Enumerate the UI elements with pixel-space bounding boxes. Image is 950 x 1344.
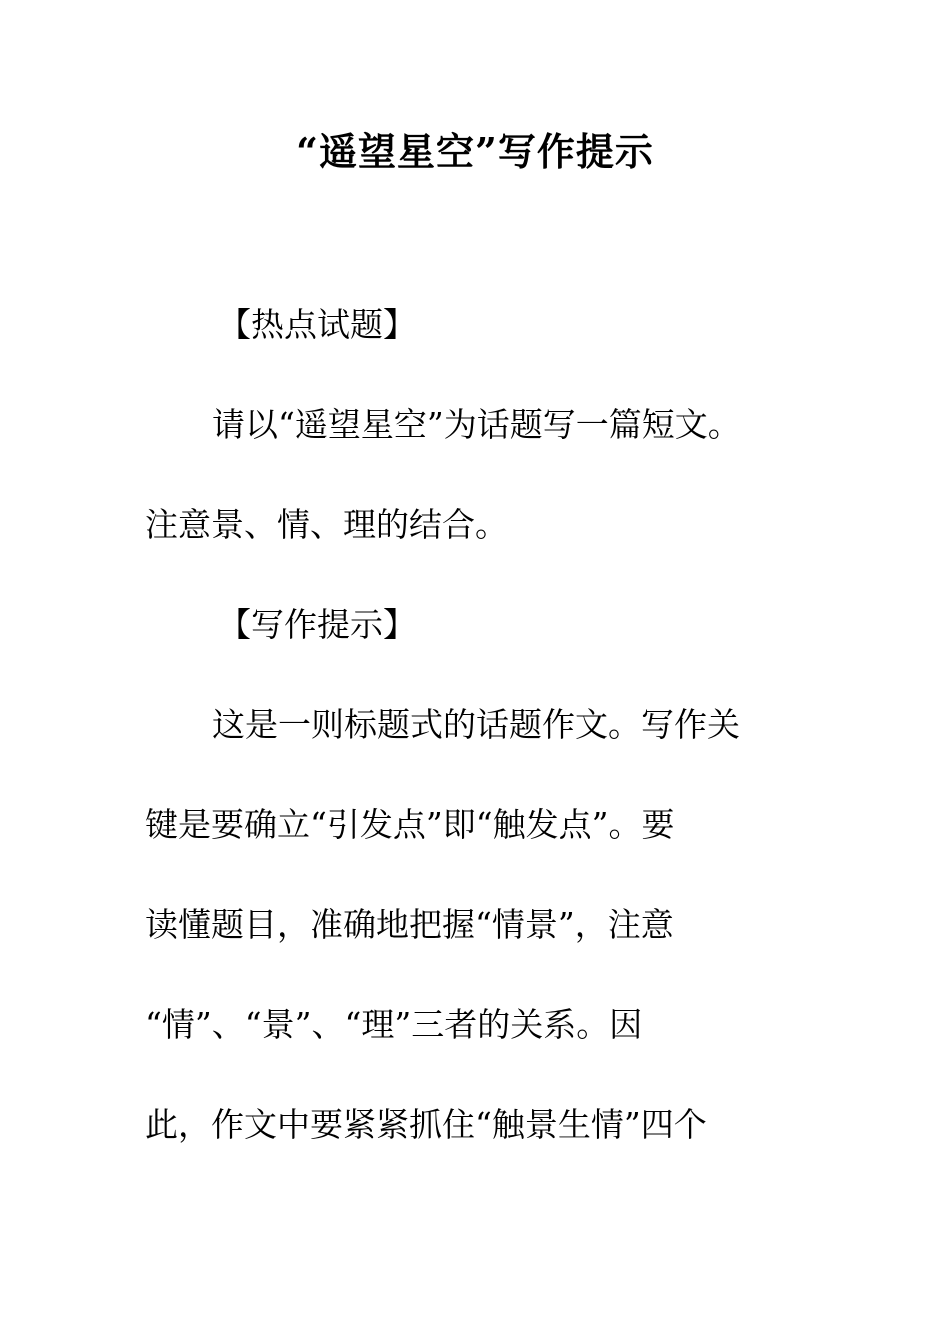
document-title: “遥望星空”写作提示 bbox=[296, 129, 654, 174]
tips-line-5: 此，作文中要紧紧抓住“触景生情”四个 bbox=[145, 1105, 707, 1144]
tips-line-1: 这是一则标题式的话题作文。写作关 bbox=[212, 705, 740, 744]
tips-line-4: “情”、“景”、“理”三者的关系。因 bbox=[145, 1005, 643, 1044]
question-line-1: 请以“遥望星空”为话题写一篇短文。 bbox=[212, 405, 741, 444]
question-line-2: 注意景、情、理的结合。 bbox=[145, 505, 508, 544]
section-heading-hot-question: 【热点试题】 bbox=[218, 305, 416, 344]
tips-line-2: 键是要确立“引发点”即“触发点”。要 bbox=[145, 805, 675, 844]
tips-line-3: 读懂题目，准确地把握“情景”，注意 bbox=[145, 905, 674, 944]
section-heading-writing-tips: 【写作提示】 bbox=[218, 605, 416, 644]
